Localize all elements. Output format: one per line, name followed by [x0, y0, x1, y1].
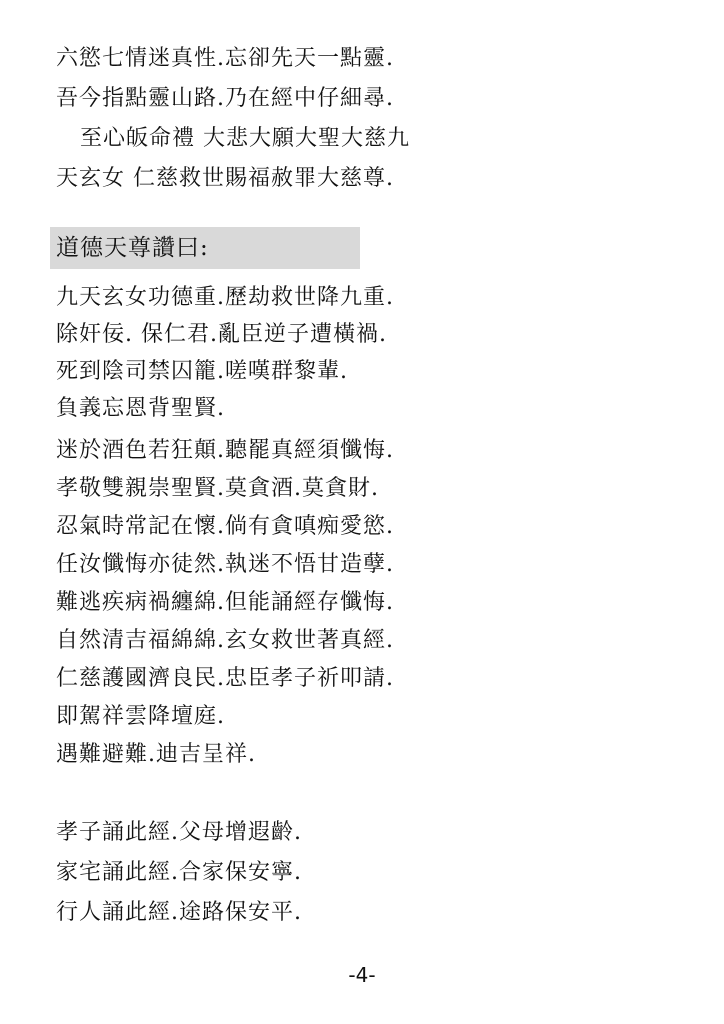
intro-line-4: 天玄女 仁慈救世賜福赦罪大慈尊.: [56, 166, 394, 191]
praise-line-4: 負義忘恩背聖賢.: [56, 396, 225, 421]
praise-line-5: 迷於酒色若狂顛.聽罷真經須懺悔.: [56, 438, 394, 463]
praise-line-11: 仁慈護國濟良民.忠臣孝子祈叩請.: [56, 666, 394, 691]
praise-line-8: 任汝懺悔亦徒然.執迷不悟甘造孽.: [56, 552, 394, 577]
blessing-line-3: 行人誦此經.途路保安平.: [56, 900, 302, 925]
blessing-line-1: 孝子誦此經.父母增遐齡.: [56, 820, 302, 845]
blessing-line-2: 家宅誦此經.合家保安寧.: [56, 860, 302, 885]
intro-line-3: 至心皈命禮 大悲大願大聖大慈九: [80, 126, 410, 151]
praise-line-7: 忍氣時常記在懷.倘有貪嗔痴愛慾.: [56, 514, 394, 539]
intro-line-2: 吾今指點靈山路.乃在經中仔細尋.: [56, 86, 394, 111]
intro-line-1: 六慾七情迷真性.忘卻先天一點靈.: [56, 46, 394, 71]
section-heading: 道德天尊讚曰:: [56, 235, 209, 261]
page-number: -4-: [348, 963, 376, 987]
praise-line-13: 遇難避難.迪吉呈祥.: [56, 742, 256, 767]
praise-line-9: 難逃疾病禍纏綿.但能誦經存懺悔.: [56, 590, 394, 615]
praise-line-3: 死到陰司禁囚籠.嗟嘆群黎輩.: [56, 359, 348, 384]
praise-line-2: 除奸佞. 保仁君.亂臣逆子遭橫禍.: [56, 322, 387, 347]
praise-line-1: 九天玄女功德重.歷劫救世降九重.: [56, 285, 394, 310]
praise-line-10: 自然清吉福綿綿.玄女救世著真經.: [56, 628, 394, 653]
praise-line-6: 孝敬雙親崇聖賢.莫貪酒.莫貪財.: [56, 476, 379, 501]
praise-line-12: 即駕祥雲降壇庭.: [56, 704, 225, 729]
